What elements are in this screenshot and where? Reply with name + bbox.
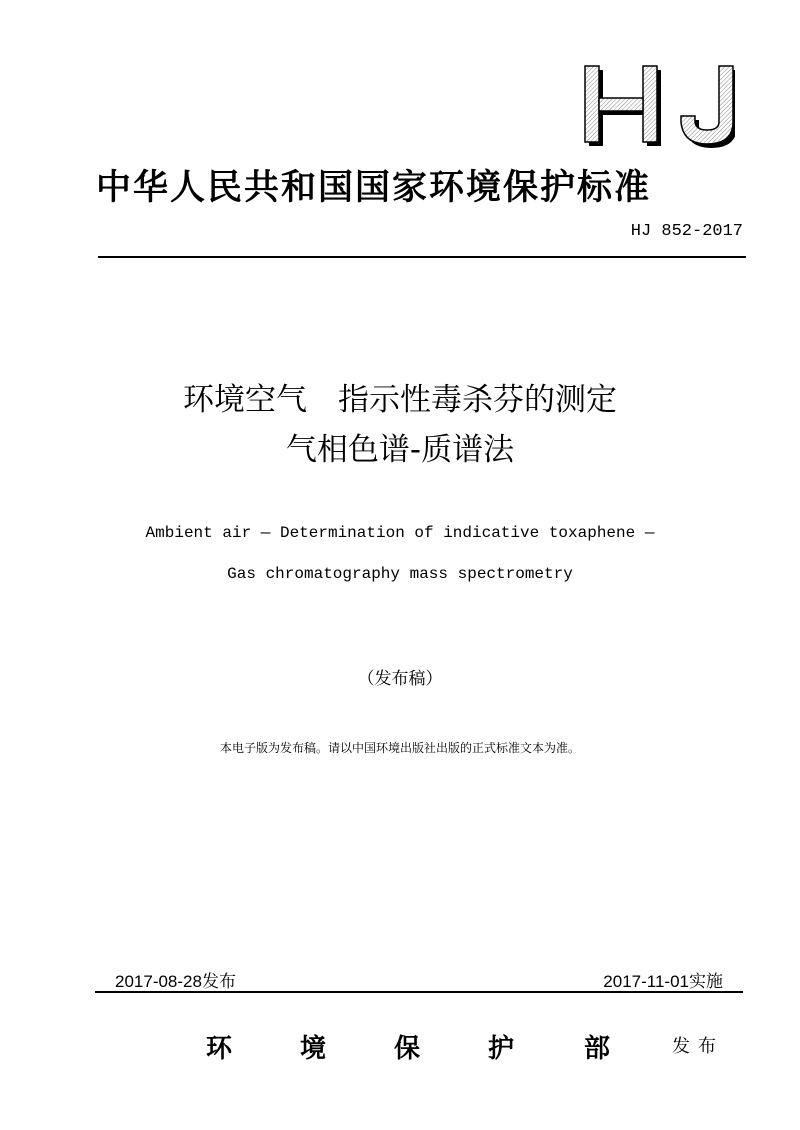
issuer-char: 境 — [300, 1034, 327, 1064]
country-standard-title: 中华人民共和国国家环境保护标准 — [96, 168, 652, 208]
issuer-char: 保 — [394, 1034, 421, 1064]
publish-label: 发布 — [672, 1036, 724, 1057]
title-en-line2: Gas chromatography mass spectrometry — [227, 565, 573, 583]
header-divider — [98, 256, 746, 258]
release-status: （发布稿） — [357, 669, 443, 689]
issuer-char: 部 — [584, 1034, 611, 1064]
title-en-line1: Ambient air — Determination of indicative toxaphene — — [145, 524, 655, 542]
issue-date: 2017-08-28发布 — [115, 972, 236, 991]
hj-logo — [583, 64, 735, 148]
standard-code: HJ 852-2017 — [630, 222, 743, 241]
title-cn-line2: 气相色谱-质谱法 — [285, 432, 515, 468]
notice-text: 本电子版为发布稿。请以中国环境出版社出版的正式标准文本为准。 — [219, 741, 580, 755]
implement-date: 2017-11-01实施 — [603, 972, 723, 991]
issuer-char: 护 — [488, 1034, 515, 1064]
issuer-char: 环 — [206, 1034, 233, 1064]
footer-divider — [95, 991, 743, 993]
title-cn-line1: 环境空气 指示性毒杀芬的测定 — [183, 382, 617, 418]
